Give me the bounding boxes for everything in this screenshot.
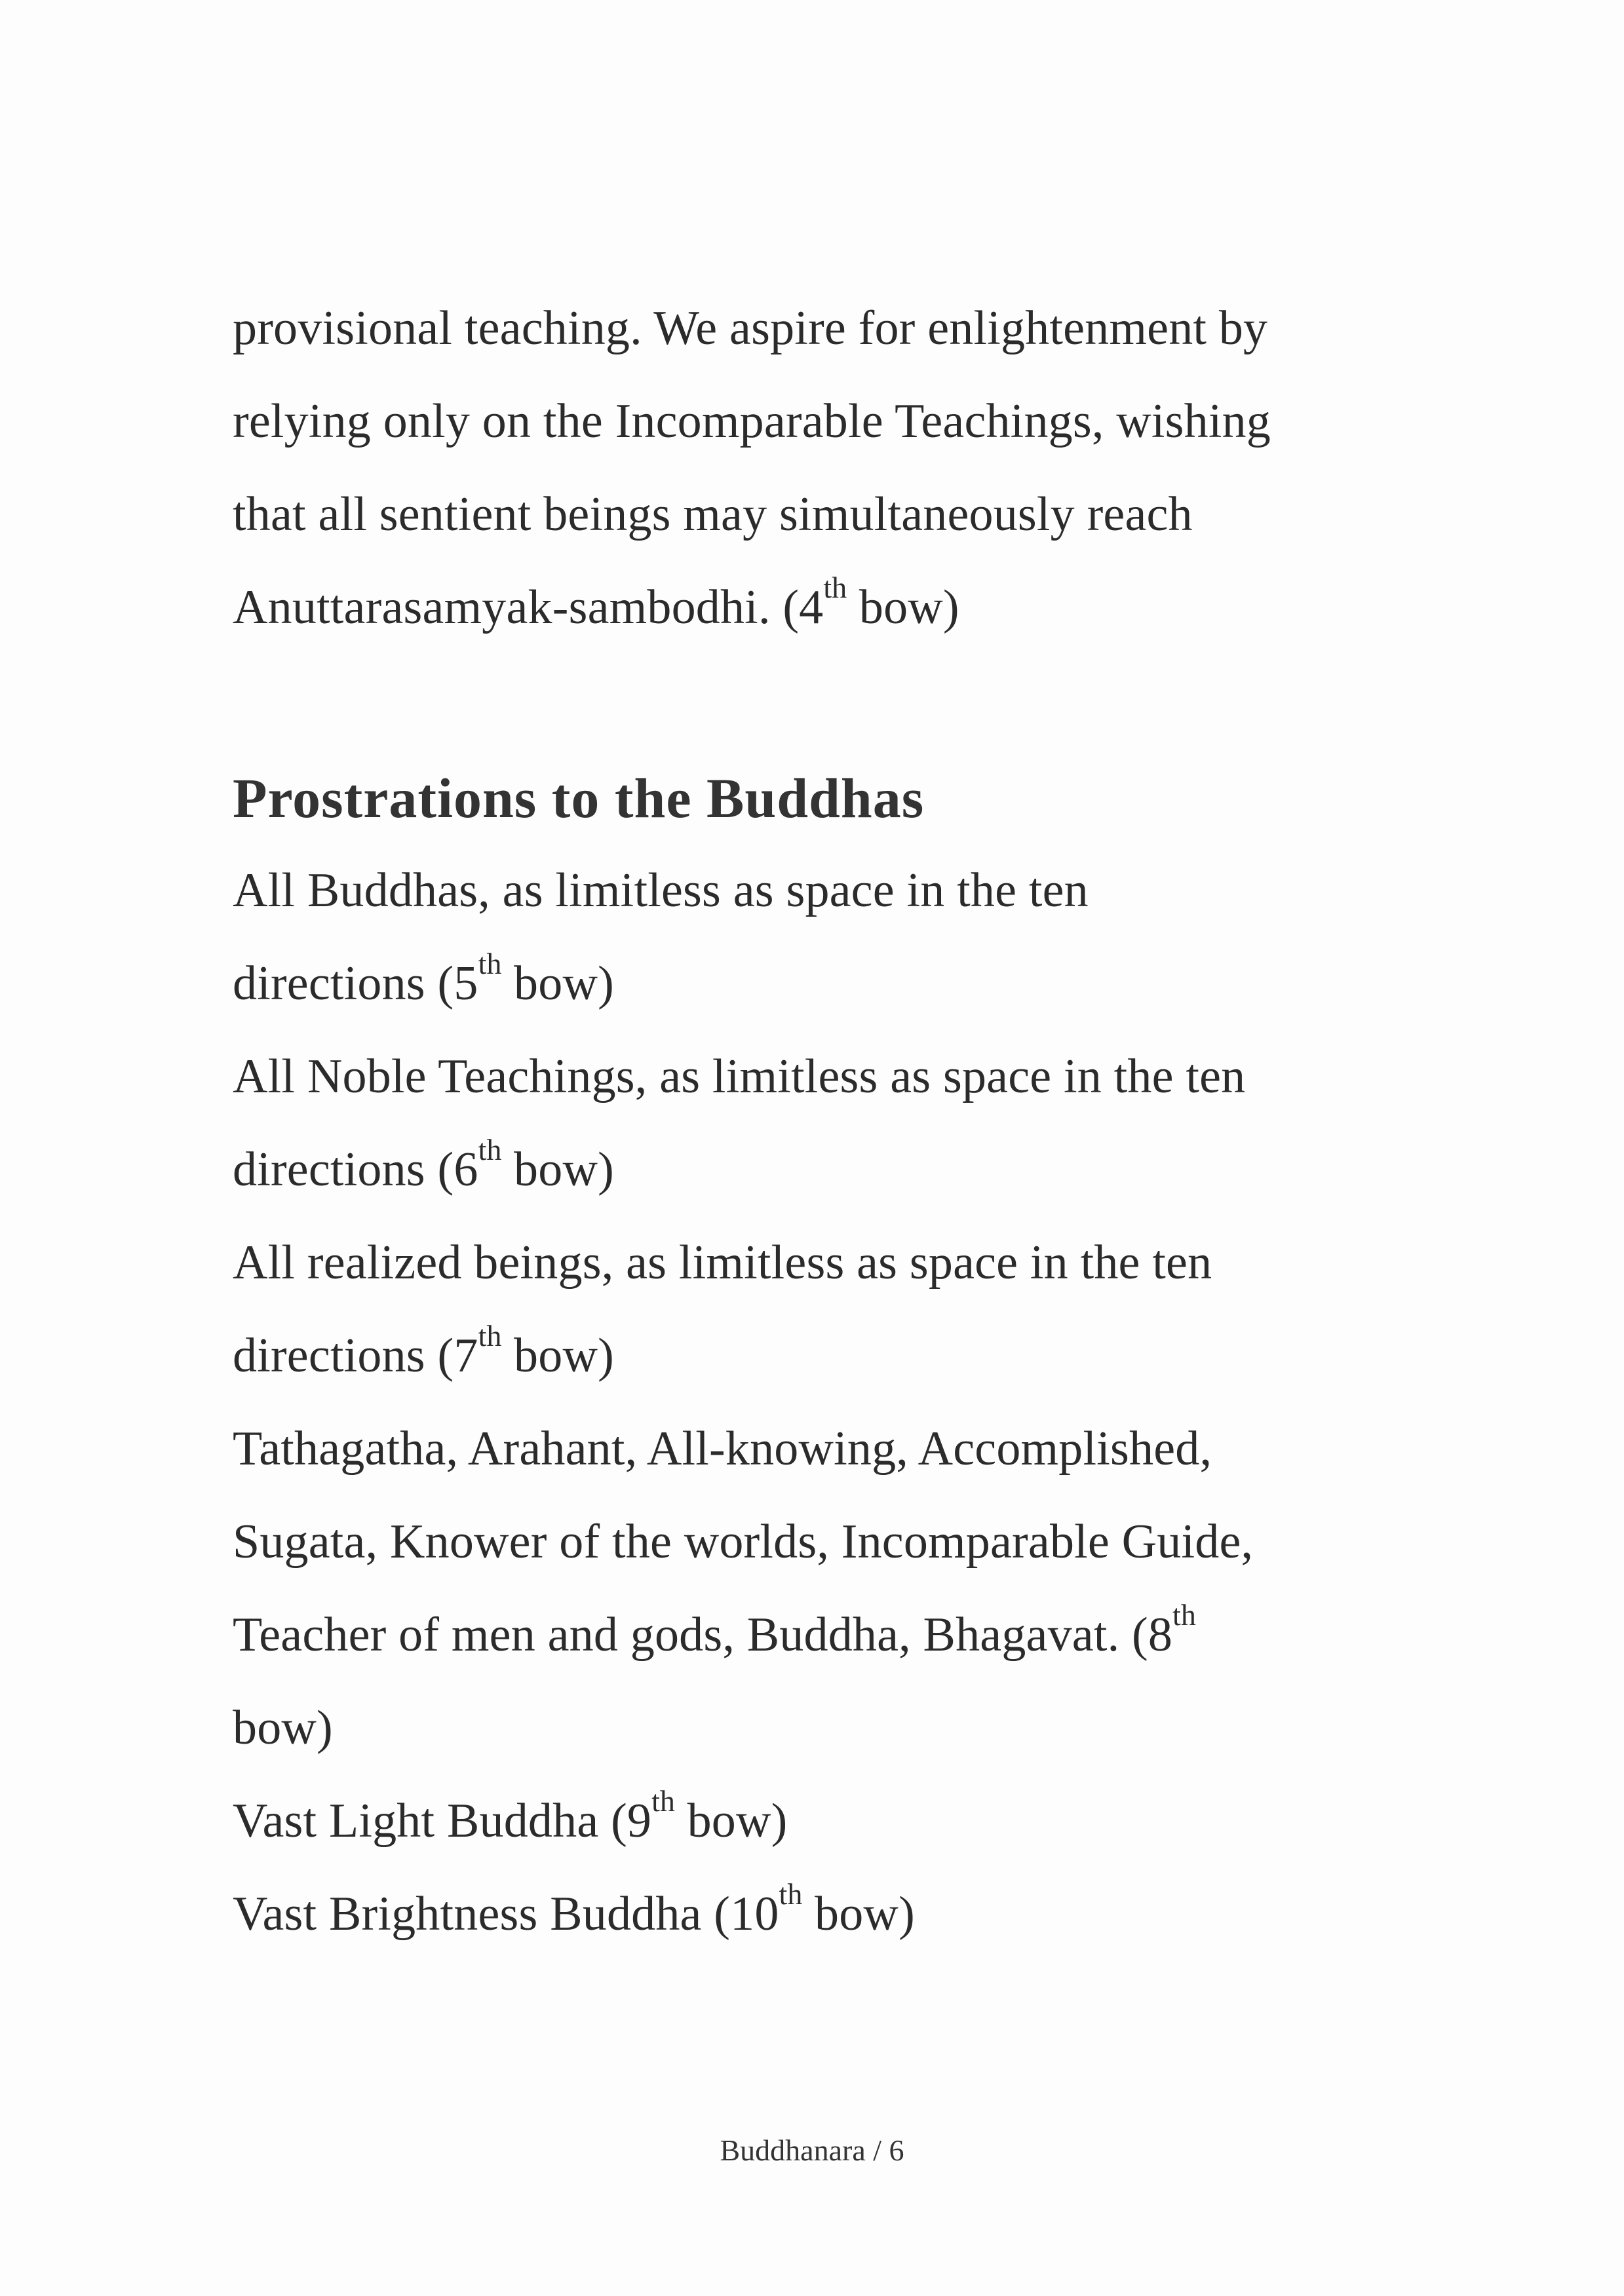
line-text-end: bow) (847, 581, 959, 634)
line-text-end: bow) (674, 1794, 788, 1848)
line-text: Vast Brightness Buddha (10 (233, 1887, 779, 1941)
ordinal-suffix: th (823, 570, 847, 604)
page-footer: Buddhanara / 6 (720, 2133, 904, 2167)
text-line: Sugata, Knower of the worlds, Incomparable Guide, (233, 1515, 1254, 1569)
prostration-list (233, 844, 1452, 1961)
ordinal-suffix: th (779, 1877, 803, 1911)
ordinal-suffix: th (651, 1784, 675, 1818)
ordinal-suffix: th (478, 1318, 502, 1352)
line-text: Vast Light Buddha (9 (233, 1794, 652, 1848)
text-line (233, 1309, 1452, 1402)
text-line (233, 1588, 1452, 1681)
text-line: All Noble Teachings, as limitless as space in the ten (233, 1050, 1246, 1103)
line-text-end: bow) (501, 1329, 614, 1383)
text-line: All realized beings, as limitless as space in the ten (233, 1236, 1212, 1290)
line-text: directions (7 (233, 1329, 478, 1383)
text-line (233, 1123, 1452, 1216)
line-text-end: bow) (501, 1143, 614, 1196)
line-text: Anuttarasamyak-sambodhi. (4 (233, 581, 824, 634)
line-text-end: bow) (501, 957, 614, 1010)
line-text: directions (6 (233, 1143, 478, 1196)
text-line (233, 561, 1452, 654)
text-line: provisional teaching. We aspire for enlightenment by (233, 301, 1268, 355)
text-line: that all sentient beings may simultaneously reach (233, 488, 1193, 541)
text-line (233, 1867, 1452, 1961)
text-line: All Buddhas, as limitless as space in the ten (233, 864, 1089, 917)
ordinal-suffix: th (478, 946, 502, 980)
line-text-end: bow) (802, 1887, 915, 1941)
intro-paragraph (233, 282, 1452, 654)
text-line (233, 1774, 1452, 1867)
line-text: Teacher of men and gods, Buddha, Bhagavat. (8 (233, 1608, 1173, 1662)
text-line: bow) (233, 1701, 333, 1755)
page-content (233, 282, 1452, 1961)
text-line: Tathagatha, Arahant, All-knowing, Accomplished, (233, 1422, 1212, 1476)
text-line: relying only on the Incomparable Teachings, wishing (233, 394, 1271, 448)
section-heading: Prostrations to the Buddhas (233, 767, 925, 830)
ordinal-suffix: th (1172, 1598, 1196, 1632)
text-line (233, 937, 1452, 1030)
ordinal-suffix: th (478, 1132, 502, 1166)
line-text: directions (5 (233, 957, 478, 1010)
